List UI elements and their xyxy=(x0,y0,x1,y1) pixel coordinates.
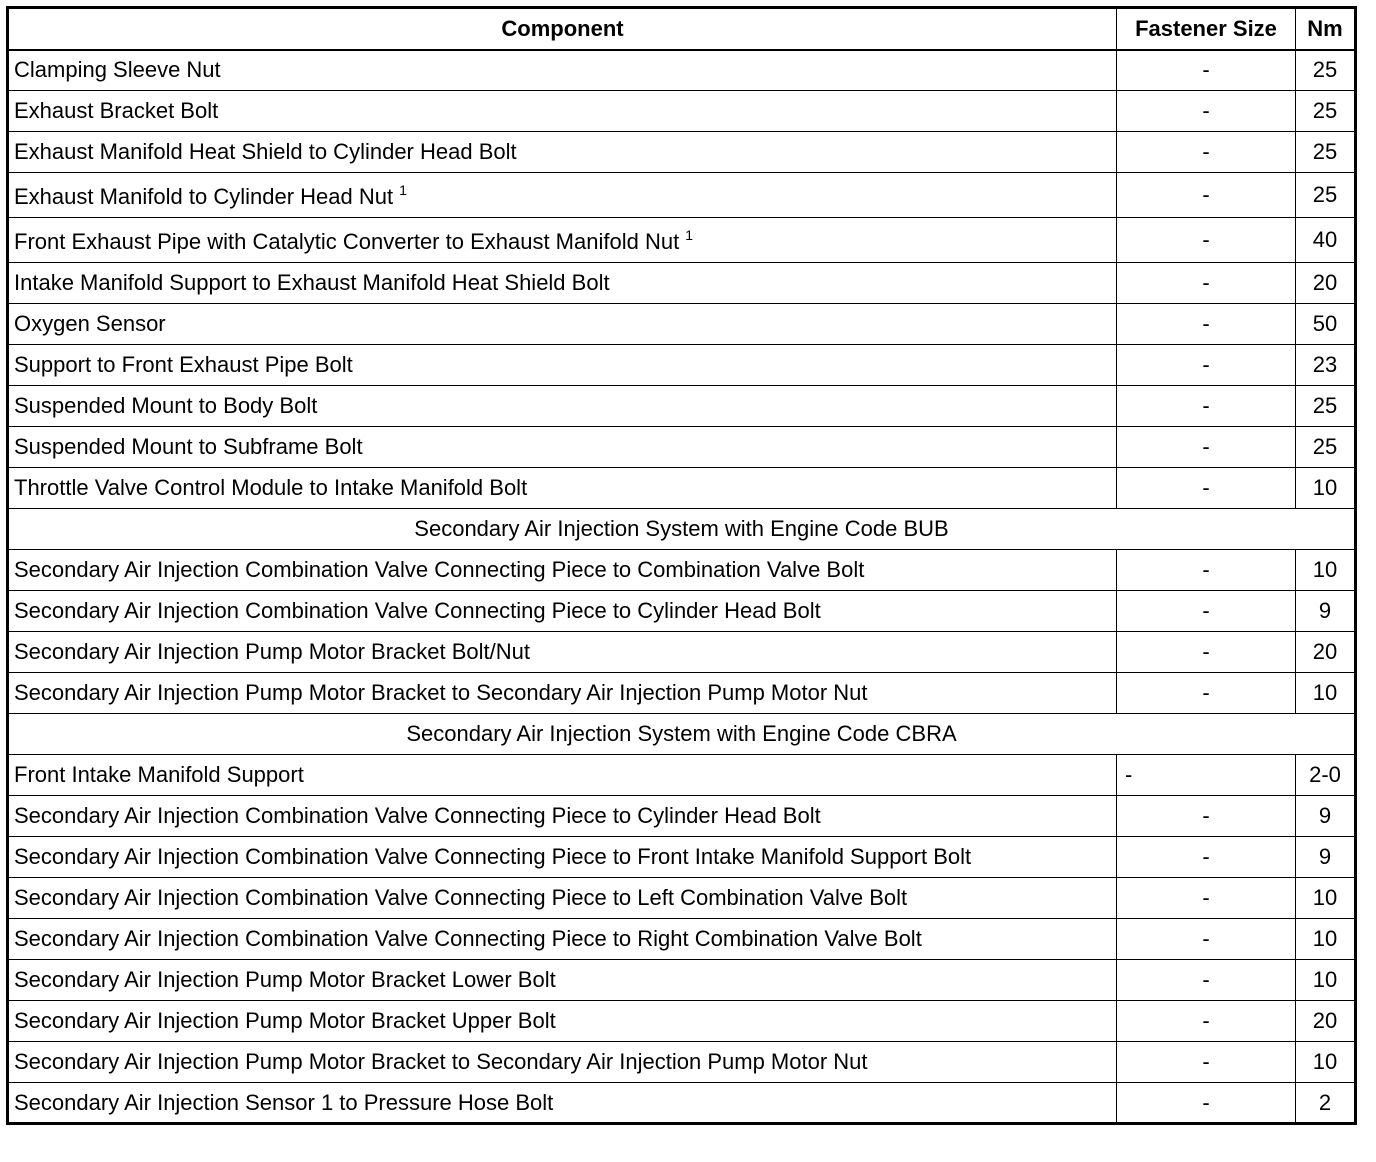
table-row xyxy=(8,50,1356,91)
fastener-size-cell: - xyxy=(1117,304,1296,345)
table-row xyxy=(8,263,1356,304)
fastener-size-cell: - xyxy=(1117,837,1296,878)
fastener-size-cell: - xyxy=(1117,132,1296,173)
table-row xyxy=(8,1083,1356,1124)
nm-cell: 9 xyxy=(1296,837,1356,878)
fastener-size-cell: - xyxy=(1117,755,1296,796)
nm-cell: 50 xyxy=(1296,304,1356,345)
torque-spec-table xyxy=(6,6,1357,1125)
nm-cell: 10 xyxy=(1296,919,1356,960)
nm-cell: 25 xyxy=(1296,386,1356,427)
table-row xyxy=(8,304,1356,345)
table-row xyxy=(8,1042,1356,1083)
fastener-size-cell: - xyxy=(1117,173,1296,218)
header-nm: Nm xyxy=(1296,8,1356,50)
table-row xyxy=(8,796,1356,837)
component-cell: Support to Front Exhaust Pipe Bolt xyxy=(8,345,1117,386)
nm-cell: 2 xyxy=(1296,1083,1356,1124)
table-row xyxy=(8,345,1356,386)
table-row xyxy=(8,218,1356,263)
component-cell: Secondary Air Injection Pump Motor Bracket to Secondary Air Injection Pump Motor Nut xyxy=(8,1042,1117,1083)
nm-cell: 20 xyxy=(1296,1001,1356,1042)
component-cell: Secondary Air Injection Combination Valve Connecting Piece to Front Intake Manifold Support Bolt xyxy=(8,837,1117,878)
fastener-size-cell: - xyxy=(1117,263,1296,304)
component-cell: Exhaust Bracket Bolt xyxy=(8,91,1117,132)
table-row xyxy=(8,427,1356,468)
fastener-size-cell: - xyxy=(1117,960,1296,1001)
section-header-cbra xyxy=(8,714,1356,755)
nm-cell: 25 xyxy=(1296,91,1356,132)
header-fastener-size: Fastener Size xyxy=(1117,8,1296,50)
component-cell: Secondary Air Injection Sensor 1 to Pressure Hose Bolt xyxy=(8,1083,1117,1124)
component-cell: Secondary Air Injection Combination Valve Connecting Piece to Combination Valve Bolt xyxy=(8,550,1117,591)
component-cell: Secondary Air Injection Pump Motor Bracket Lower Bolt xyxy=(8,960,1117,1001)
nm-cell: 10 xyxy=(1296,673,1356,714)
fastener-size-cell: - xyxy=(1117,550,1296,591)
fastener-size-cell: - xyxy=(1117,591,1296,632)
table-row xyxy=(8,591,1356,632)
component-text: Exhaust Manifold to Cylinder Head Nut xyxy=(14,183,394,209)
component-cell: Oxygen Sensor xyxy=(8,304,1117,345)
table-row xyxy=(8,837,1356,878)
nm-cell: 10 xyxy=(1296,878,1356,919)
nm-cell: 10 xyxy=(1296,1042,1356,1083)
nm-cell: 20 xyxy=(1296,263,1356,304)
component-cell: Throttle Valve Control Module to Intake Manifold Bolt xyxy=(8,468,1117,509)
component-cell: Secondary Air Injection Combination Valve Connecting Piece to Left Combination Valve Bolt xyxy=(8,878,1117,919)
table-row xyxy=(8,132,1356,173)
component-cell: Secondary Air Injection Pump Motor Bracket Bolt/Nut xyxy=(8,632,1117,673)
nm-cell: 20 xyxy=(1296,632,1356,673)
fastener-size-cell: - xyxy=(1117,345,1296,386)
fastener-size-cell: - xyxy=(1117,427,1296,468)
fastener-size-cell: - xyxy=(1117,1001,1296,1042)
table-row xyxy=(8,550,1356,591)
table-row xyxy=(8,673,1356,714)
table-row xyxy=(8,173,1356,218)
fastener-size-cell: - xyxy=(1117,91,1296,132)
component-cell: Front Intake Manifold Support xyxy=(8,755,1117,796)
component-cell: Secondary Air Injection Combination Valve Connecting Piece to Cylinder Head Bolt xyxy=(8,796,1117,837)
component-cell xyxy=(8,173,1117,218)
fastener-size-cell: - xyxy=(1117,632,1296,673)
table-row xyxy=(8,386,1356,427)
component-cell: Secondary Air Injection Pump Motor Bracket Upper Bolt xyxy=(8,1001,1117,1042)
component-cell: Secondary Air Injection Combination Valve Connecting Piece to Cylinder Head Bolt xyxy=(8,591,1117,632)
header-component: Component xyxy=(8,8,1117,50)
fastener-size-cell: - xyxy=(1117,1042,1296,1083)
nm-cell: 23 xyxy=(1296,345,1356,386)
section-title: Secondary Air Injection System with Engine Code CBRA xyxy=(8,714,1356,755)
table-row xyxy=(8,878,1356,919)
nm-cell: 10 xyxy=(1296,550,1356,591)
nm-cell: 25 xyxy=(1296,132,1356,173)
nm-cell: 9 xyxy=(1296,796,1356,837)
fastener-size-cell: - xyxy=(1117,919,1296,960)
component-cell: Suspended Mount to Subframe Bolt xyxy=(8,427,1117,468)
section-header-bub xyxy=(8,509,1356,550)
component-text: Front Exhaust Pipe with Catalytic Converter to Exhaust Manifold Nut xyxy=(14,228,680,254)
header-row xyxy=(8,8,1356,50)
nm-cell: 40 xyxy=(1296,218,1356,263)
nm-cell: 2-0 xyxy=(1296,755,1356,796)
fastener-size-cell: - xyxy=(1117,878,1296,919)
table-row xyxy=(8,632,1356,673)
component-cell: Intake Manifold Support to Exhaust Manifold Heat Shield Bolt xyxy=(8,263,1117,304)
fastener-size-cell: - xyxy=(1117,468,1296,509)
nm-cell: 9 xyxy=(1296,591,1356,632)
nm-cell: 25 xyxy=(1296,173,1356,218)
table-row xyxy=(8,919,1356,960)
fastener-size-cell: - xyxy=(1117,218,1296,263)
table-row xyxy=(8,960,1356,1001)
nm-cell: 10 xyxy=(1296,960,1356,1001)
component-cell: Exhaust Manifold Heat Shield to Cylinder Head Bolt xyxy=(8,132,1117,173)
nm-cell: 10 xyxy=(1296,468,1356,509)
nm-cell: 25 xyxy=(1296,427,1356,468)
footnote-marker: 1 xyxy=(399,181,407,198)
table-row xyxy=(8,755,1356,796)
component-cell: Secondary Air Injection Pump Motor Bracket to Secondary Air Injection Pump Motor Nut xyxy=(8,673,1117,714)
section-title: Secondary Air Injection System with Engine Code BUB xyxy=(8,509,1356,550)
fastener-size-cell: - xyxy=(1117,673,1296,714)
fastener-size-cell: - xyxy=(1117,796,1296,837)
component-cell xyxy=(8,218,1117,263)
fastener-size-cell: - xyxy=(1117,50,1296,91)
component-cell: Clamping Sleeve Nut xyxy=(8,50,1117,91)
table-row xyxy=(8,91,1356,132)
footnote-marker: 1 xyxy=(685,226,693,243)
component-cell: Suspended Mount to Body Bolt xyxy=(8,386,1117,427)
fastener-size-cell: - xyxy=(1117,1083,1296,1124)
fastener-size-cell: - xyxy=(1117,386,1296,427)
table-row xyxy=(8,1001,1356,1042)
nm-cell: 25 xyxy=(1296,50,1356,91)
table-row xyxy=(8,468,1356,509)
component-cell: Secondary Air Injection Combination Valve Connecting Piece to Right Combination Valve Bolt xyxy=(8,919,1117,960)
